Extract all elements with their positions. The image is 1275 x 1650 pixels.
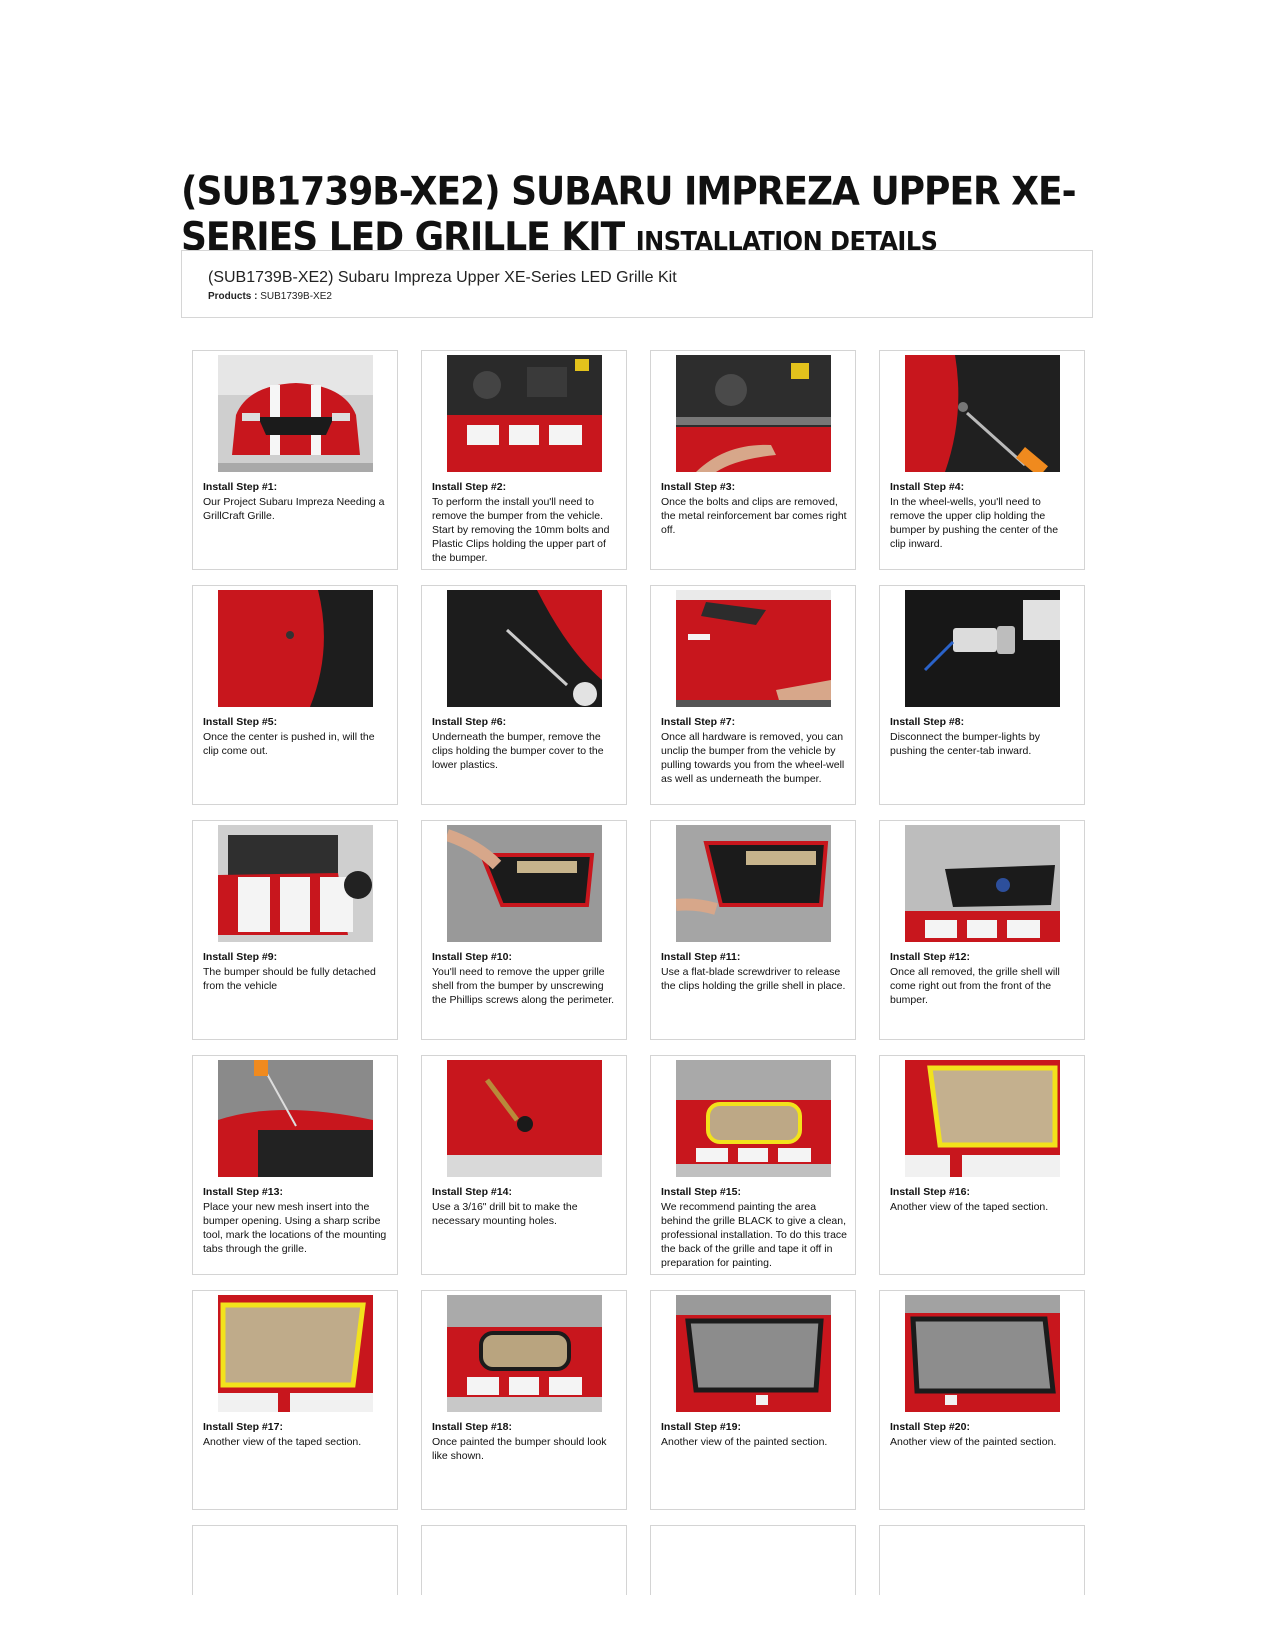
install-step-photo: [447, 825, 602, 942]
install-step-card: [192, 585, 398, 805]
product-info-box: [181, 250, 1093, 318]
install-step-card: [879, 820, 1085, 1040]
install-step-photo: [676, 1060, 831, 1177]
page-title-main: (SUB1739B-XE2) SUBARU IMPREZA UPPER XE-SERIES LED GRILLE KIT: [181, 170, 1076, 260]
install-step-description: You'll need to remove the upper grille shell from the bumper by unscrewing the Phillips screws along the perimeter.: [432, 966, 615, 1006]
install-step-photo: [218, 355, 373, 472]
install-step-photo: [447, 355, 602, 472]
install-step-title: Install Step #16:: [890, 1186, 970, 1198]
install-step-description: Use a flat-blade screwdriver to release the clips holding the grille shell in place.: [661, 966, 846, 992]
install-step-card-partial: [421, 1525, 627, 1595]
install-step-photo: [676, 1295, 831, 1412]
install-step-description: The bumper should be fully detached from the vehicle: [203, 966, 376, 992]
install-step-title: Install Step #5:: [203, 716, 278, 728]
install-step-card: [879, 585, 1085, 805]
install-step-card: [879, 1055, 1085, 1275]
install-step-card: [192, 1055, 398, 1275]
install-step-card: [650, 820, 856, 1040]
install-step-title: Install Step #1:: [203, 481, 278, 493]
install-step-card-partial: [192, 1525, 398, 1595]
install-step-card: [879, 1290, 1085, 1510]
install-step-description: Another view of the taped section.: [890, 1201, 1049, 1213]
product-sku: [208, 291, 332, 302]
install-step-card: [421, 350, 627, 570]
install-step-title: Install Step #13:: [203, 1186, 283, 1198]
install-step-photo: [218, 1295, 373, 1412]
install-step-description: In the wheel-wells, you'll need to remove the upper clip holding the bumper by pushing the center of the clip inward.: [890, 496, 1059, 550]
install-step-title: Install Step #15:: [661, 1186, 741, 1198]
install-step-card: [421, 585, 627, 805]
install-step-title: Install Step #8:: [890, 716, 965, 728]
install-step-title: Install Step #6:: [432, 716, 507, 728]
install-step-description: Another view of the painted section.: [661, 1436, 828, 1448]
install-step-description: To perform the install you'll need to remove the bumper from the vehicle. Start by removing the 10mm bolts and Plastic Clips holding the upper part of the bumper.: [432, 496, 610, 564]
install-step-description: Disconnect the bumper-lights by pushing the center-tab inward.: [890, 731, 1040, 757]
install-step-title: Install Step #17:: [203, 1421, 283, 1433]
install-step-photo: [218, 1060, 373, 1177]
install-step-photo: [447, 1295, 602, 1412]
install-step-description: Another view of the taped section.: [203, 1436, 362, 1448]
install-step-card: [192, 350, 398, 570]
install-step-card-partial: [879, 1525, 1085, 1595]
install-step-title: Install Step #18:: [432, 1421, 512, 1433]
install-step-card: [650, 350, 856, 570]
install-step-card: [421, 1290, 627, 1510]
install-step-description: Underneath the bumper, remove the clips holding the bumper cover to the lower plastics.: [432, 731, 604, 771]
install-step-card: [421, 1055, 627, 1275]
install-steps-grid: [192, 350, 1082, 1585]
install-step-photo: [676, 355, 831, 472]
install-step-photo: [676, 825, 831, 942]
install-step-card: [650, 1055, 856, 1275]
install-step-card-partial: [650, 1525, 856, 1595]
install-step-title: Install Step #19:: [661, 1421, 741, 1433]
install-step-photo: [905, 355, 1060, 472]
install-step-photo: [447, 590, 602, 707]
install-step-description: Once all removed, the grille shell will come right out from the front of the bumper.: [890, 966, 1060, 1006]
install-step-title: Install Step #12:: [890, 951, 970, 963]
install-step-description: Once the center is pushed in, will the clip come out.: [203, 731, 375, 757]
install-step-photo: [905, 590, 1060, 707]
install-step-description: We recommend painting the area behind the grille BLACK to give a clean, professional installation. To do this trace the back of the grille and tape it off in preparation for painting.: [661, 1201, 847, 1269]
install-step-title: Install Step #7:: [661, 716, 736, 728]
install-step-photo: [905, 825, 1060, 942]
install-step-title: Install Step #3:: [661, 481, 736, 493]
product-name: (SUB1739B-XE2) Subaru Impreza Upper XE-Series LED Grille Kit: [208, 269, 677, 286]
install-step-photo: [218, 825, 373, 942]
install-step-description: Once painted the bumper should look like shown.: [432, 1436, 607, 1462]
product-sku-label: Products :: [208, 291, 258, 302]
install-step-photo: [447, 1060, 602, 1177]
install-step-description: Another view of the painted section.: [890, 1436, 1057, 1448]
install-step-card: [650, 1290, 856, 1510]
install-step-photo: [905, 1060, 1060, 1177]
install-step-title: Install Step #4:: [890, 481, 965, 493]
install-step-title: Install Step #11:: [661, 951, 741, 963]
install-step-card: [879, 350, 1085, 570]
product-sku-value: SUB1739B-XE2: [260, 291, 332, 302]
install-step-photo: [218, 590, 373, 707]
install-step-title: Install Step #14:: [432, 1186, 512, 1198]
install-step-description: Use a 3/16" drill bit to make the necessary mounting holes.: [432, 1201, 578, 1227]
install-step-photo: [905, 1295, 1060, 1412]
install-step-title: Install Step #20:: [890, 1421, 970, 1433]
install-step-title: Install Step #10:: [432, 951, 512, 963]
install-step-card: [421, 820, 627, 1040]
page-subtitle: INSTALLATION DETAILS: [635, 226, 938, 257]
install-step-card: [192, 1290, 398, 1510]
install-step-description: Once the bolts and clips are removed, the metal reinforcement bar comes right off.: [661, 496, 847, 536]
install-step-photo: [676, 590, 831, 707]
install-step-card: [650, 585, 856, 805]
install-step-description: Once all hardware is removed, you can unclip the bumper from the vehicle by pulling towards you from the wheel-well as well as underneath the bumper.: [661, 731, 845, 785]
install-step-description: Place your new mesh insert into the bumper opening. Using a sharp scribe tool, mark the locations of the mounting tabs through the grille.: [203, 1201, 387, 1255]
install-step-description: Our Project Subaru Impreza Needing a GrillCraft Grille.: [203, 496, 385, 522]
install-step-title: Install Step #2:: [432, 481, 507, 493]
install-step-card: [192, 820, 398, 1040]
install-step-title: Install Step #9:: [203, 951, 278, 963]
